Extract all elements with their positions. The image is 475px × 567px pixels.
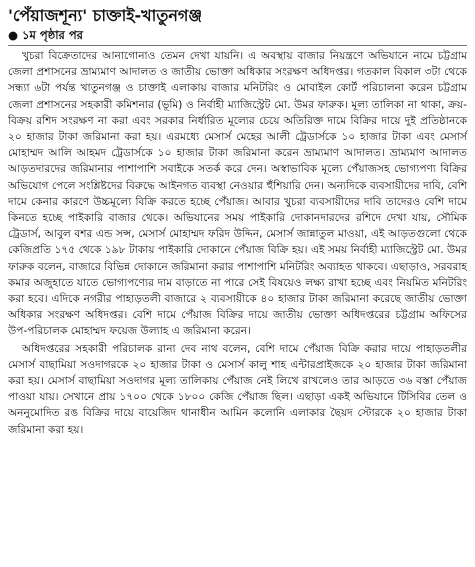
headline: 'পেঁয়াজশূন্য' চাক্তাই-খাতুনগঞ্জ — [8, 6, 203, 25]
body-paragraph-2: অধিদপ্তরের সহকারী পরিচালক রানা দেব নাথ বলেন, বেশি দামে পেঁয়াজ বিক্রি করার দায়ে পাহাড়তলীর মেসার্স বাছামিয়া সওদাগরকে ২০ হাজার টাকা ও মেসার্স কালু শাহ এন্টারপ্রাইজকে ২০ হাজার টাকা জরিমানা করা হয়। মেসার্স বাছামিয়া সওদাগর মূল্য তালিকায় পেঁয়াজ নেই লিখে রাখলেও তার আড়তে ৩৬ বস্তা পেঁয়াজ পাওয়া যায়। সেখানে প্রায় ১৭০০ থেকে ১৮০০ কেজি পেঁয়াজ ছিল। এছাড়া একই অভিযানে টিসিবির তেল ও অননুমোদিত রঙ বিক্রির দায়ে বায়েজিদ থানাধীন আমিন কলোনি এলাকার ছৈয়দ স্টোরকে ২০ হাজার টাকা জরিমানা করা হয়। — [8, 342, 467, 436]
bullet-icon: ● — [8, 28, 19, 42]
continued-from-label — [8, 27, 467, 44]
article-body — [8, 45, 467, 438]
continued-text: ১ম পৃষ্ঠার পর — [22, 28, 83, 42]
body-paragraph-1: খুচরা বিক্রেতাদের আনাগোনাও তেমন দেখা যায়নি। এ অবস্থায় বাজার নিয়ন্ত্রণে অভিযানে নামে চট্টগ্রাম জেলা প্রশাসনের ভ্রাম্যমাণ আদালত ও জাতীয় ভোক্তা অধিকার সংরক্ষণ অধিদপ্তর। গতকাল বিকাল ৩টা থেকে সন্ধ্যা ৬টা পর্যন্ত খাতুনগঞ্জ ও চাক্তাই এলাকায় বাজার মনিটরিং ও মোবাইল কোর্ট পরিচালনা করেন চট্টগ্রাম জেলা প্রশাসনের সহকারী কমিশনার (ভূমি) ও নির্বাহী ম্যাজিস্ট্রেট মো. উমর ফারুক। মূল্য তালিকা না থাকা, ক্রয়-বিক্রয় রশিদ সংরক্ষণ না করা এবং সরকার নির্ধারিত মূল্যের চেয়ে অতিরিক্ত দামে বিক্রির দায়ে দুই প্রতিষ্ঠানকে ২০ হাজার টাকা জরিমানা করা হয়। এরমধ্যে মেসার্স মেহের আলী ট্রেডার্সকে ১০ হাজার টাকা এবং মেসার্স মোহাম্মদ আলি আহমদ ট্রেডার্সকে ১০ হাজার টাকা জরিমানা করেন ভ্রাম্যমাণ আদালত। ভ্রাম্যমাণ আদালত আড়তদারদের জরিমানার পাশাপাশি সবাইকে সতর্ক করে দেন। অস্বাভাবিক মূল্যে পেঁয়াজসহ ভোগ্যপণ্য বিক্রির অভিযোগ পেলে সংশ্লিষ্টদের বিরুদ্ধে আইনগত ব্যবস্থা নেওয়ার হুঁশিয়ারি দেন। অন্যদিকে ব্যবসায়ীদের দাবি, বেশি দামে কেনার কারণে উচ্চমূল্যে বিক্রি করতে হচ্ছে পেঁয়াজ। আবার খুচরা ব্যবসায়ীদের দাবি তাদেরও বেশি দামে কিনতে হচ্ছে পাইকারি বাজার থেকে। অভিযানের সময় পাইকারি দোকানদারদের রশিদে দেখা যায়, সৌমিক ট্রেডার্স, আবুল বশর এন্ড সন্স, মেসার্স মোহাম্মদ ফরিদ উদ্দিন, মেসার্স জান্নাতুল মাওয়া, এই আড়তগুলো থেকে কেজিপ্রতি ১৭৫ থেকে ১৯৮ টাকায় পাইকারি দোকানে পেঁয়াজ বিক্রি হয়। এই সময় নির্বাহী ম্যাজিস্ট্রেট মো. উমর ফারুক বলেন, বাজারে বিভিন্ন দোকানে জরিমানা করার পাশাপাশি মনিটরিং অব্যাহত থাকবে। এছাড়াও, সরবরাহ কমার অজুহাতে যাতে ভোগ্যপণ্যের দাম বাড়াতে না পারে সেই বিষয়েও লক্ষ্য রাখা হচ্ছে এবং নিয়মিত মনিটরিং করা হবে। এদিকে নগরীর পাহাড়তলী বাজারে ২ ব্যবসায়ীকে ৪০ হাজার টাকা জরিমানা করেছে জাতীয় ভোক্তা অধিকার সংরক্ষণ অধিদপ্তর। বেশি দামে পেঁয়াজ বিক্রির দায়ে জাতীয় ভোক্তা অধিদপ্তরের চট্টগ্রাম অফিসের উপ-পরিচালক মোহাম্মদ ফয়েজ উল্যাহ এ জরিমানা করেন। — [8, 50, 467, 338]
